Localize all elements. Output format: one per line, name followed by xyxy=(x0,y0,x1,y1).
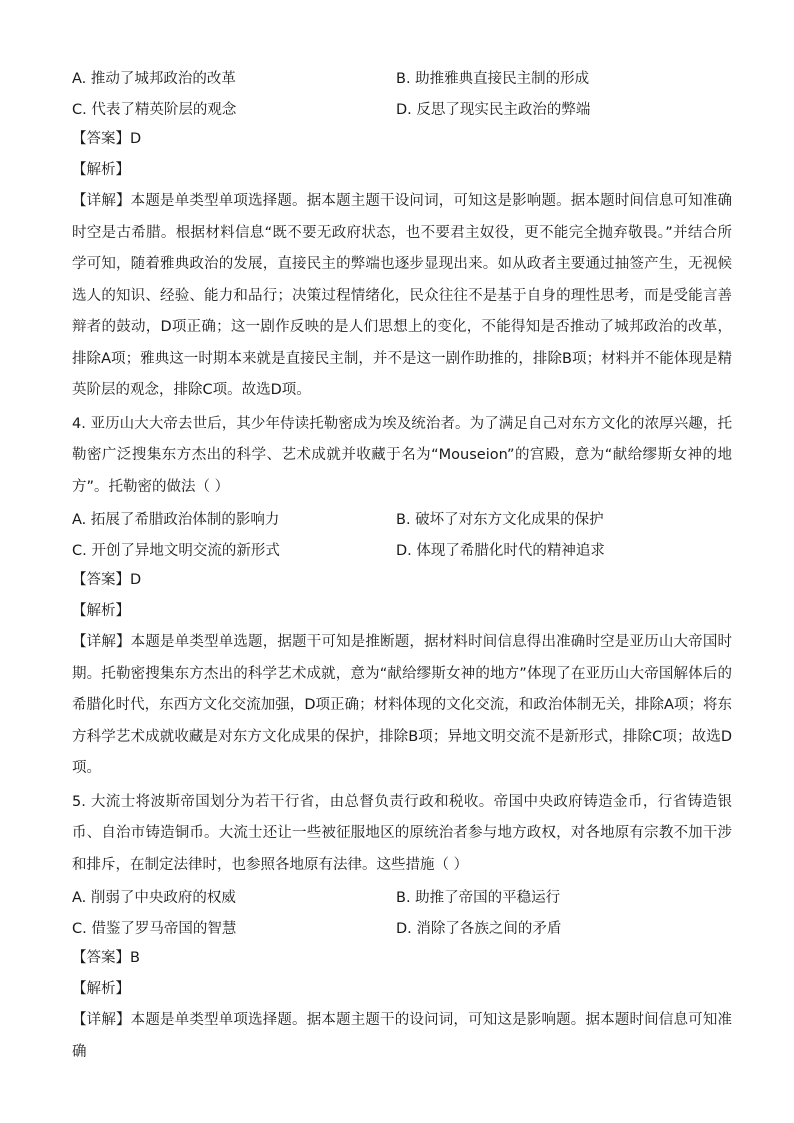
analysis-label: 【解析】 xyxy=(72,981,130,997)
option-d: D. 消除了各族之间的矛盾 xyxy=(396,921,562,937)
question-stem: 5. 大流士将波斯帝国划分为若干行省，由总督负责行政和税收。帝国中央政府铸造金币，行省铸造银币、自治市铸造铜币。大流士还让一些被征服地区的原统治者参与地方政权，对各地原有宗教不加干涉和排斥，在制定法律时，也参照各地原有法律。这些措施（ ） xyxy=(72,793,732,873)
option-d: D. 体现了希腊化时代的精神追求 xyxy=(396,543,605,559)
question-4 xyxy=(72,409,732,785)
options-row xyxy=(72,881,732,912)
option-c: C. 借鉴了罗马帝国的智慧 xyxy=(72,921,237,937)
option-d: D. 反思了现实民主政治的弊端 xyxy=(396,102,591,118)
options-row xyxy=(72,93,732,124)
question-5 xyxy=(72,787,732,1069)
options-row xyxy=(72,503,732,534)
answer-label: 【答案】B xyxy=(72,950,140,966)
options-row xyxy=(72,912,732,943)
option-b: B. 助推了帝国的平稳运行 xyxy=(396,890,561,906)
answer-label: 【答案】D xyxy=(72,572,142,588)
analysis-label: 【解析】 xyxy=(72,603,130,619)
analysis-label: 【解析】 xyxy=(72,162,130,178)
option-a: A. 推动了城邦政治的改革 xyxy=(72,71,236,87)
option-a: A. 拓展了希腊政治体制的影响力 xyxy=(72,512,280,528)
option-b: B. 破坏了对东方文化成果的保护 xyxy=(396,512,604,528)
option-c: C. 开创了异地文明交流的新形式 xyxy=(72,543,280,559)
question-stem: 4. 亚历山大大帝去世后，其少年侍读托勒密成为埃及统治者。为了满足自己对东方文化的浓厚兴趣，托勒密广泛搜集东方杰出的科学、艺术成就并收藏于名为“Mouseion”的宫殿，意为“献给缪斯女神的地方”。托勒密的做法（ ） xyxy=(72,415,732,495)
detail-paragraph: 【详解】本题是单类型单项选择题。据本题主题干的设问词，可知这是影响题。据本题时间信息可知准确 xyxy=(72,1012,732,1060)
page-content xyxy=(72,62,732,1068)
option-a: A. 削弱了中央政府的权威 xyxy=(72,890,236,906)
option-c: C. 代表了精英阶层的观念 xyxy=(72,102,237,118)
question-3 xyxy=(72,62,732,407)
detail-paragraph: 【详解】本题是单类型单选题，据题干可知是推断题，据材料时间信息得出准确时空是亚历山大帝国时期。托勒密搜集东方杰出的科学艺术成就，意为“献给缪斯女神的地方”体现了在亚历山大帝国解体后的希腊化时代，东西方文化交流加强，D项正确；材料体现的文化交流，和政治体制无关，排除A项；将东方科学艺术成就收藏是对东方文化成果的保护，排除B项；异地文明交流不是新形式，排除C项；故选D项。 xyxy=(72,634,732,776)
detail-paragraph: 【详解】本题是单类型单项选择题。据本题主题干设问词，可知这是影响题。据本题时间信息可知准确时空是古希腊。根据材料信息“既不要无政府状态，也不要君主奴役，更不能完全抛弃敬畏。”并结合所学可知，随着雅典政治的发展，直接民主的弊端也逐步显现出来。如从政者主要通过抽签产生，无视候选人的知识、经验、能力和品行；决策过程情绪化，民众往往不是基于自身的理性思考，而是受能言善辩者的鼓动，D项正确；这一剧作反映的是人们思想上的变化，不能得知是否推动了城邦政治的改革，排除A项；雅典这一时期本来就是直接民主制，并不是这一剧作助推的，排除B项；材料并不能体现是精英阶层的观念，排除C项。故选D项。 xyxy=(72,193,732,398)
options-row xyxy=(72,534,732,565)
options-row xyxy=(72,62,732,93)
answer-label: 【答案】D xyxy=(72,131,142,147)
option-b: B. 助推雅典直接民主制的形成 xyxy=(396,71,590,87)
